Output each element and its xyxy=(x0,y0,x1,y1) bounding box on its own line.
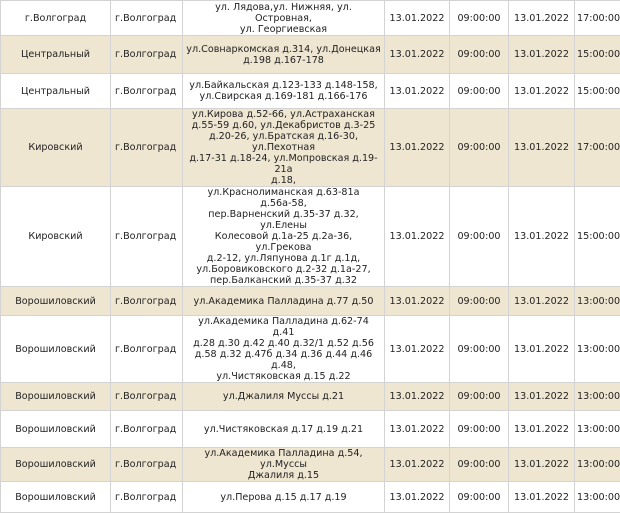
district-cell: Ворошиловский xyxy=(1,316,111,383)
city-cell: г.Волгоград xyxy=(111,74,183,109)
end-date-cell: 13.01.2022 xyxy=(509,448,575,482)
end-time-cell: 17:00:00 xyxy=(575,109,620,187)
district-cell: Кировский xyxy=(1,109,111,187)
street-line: д.2-12, ул.Ляпунова д.1г д.1д, xyxy=(186,253,381,264)
streets-cell xyxy=(183,448,385,482)
table-row xyxy=(1,109,620,187)
start-date-cell: 13.01.2022 xyxy=(385,187,450,287)
end-date-cell: 13.01.2022 xyxy=(509,36,575,74)
end-time-cell: 17:00:00 xyxy=(575,1,620,36)
table-row xyxy=(1,482,620,513)
district-cell: Ворошиловский xyxy=(1,411,111,448)
start-date-cell: 13.01.2022 xyxy=(385,448,450,482)
end-time-cell: 13:00:00 xyxy=(575,287,620,316)
street-line: ул.Боровиковского д.2-32 д.1а-27, xyxy=(186,264,381,275)
city-cell: г.Волгоград xyxy=(111,383,183,411)
start-time-cell: 09:00:00 xyxy=(450,448,509,482)
start-date-cell: 13.01.2022 xyxy=(385,482,450,513)
street-line: пер.Балканский д.35-37 д.32 xyxy=(186,275,381,286)
table-row xyxy=(1,316,620,383)
end-date-cell: 13.01.2022 xyxy=(509,1,575,36)
streets-cell xyxy=(183,109,385,187)
city-cell: г.Волгоград xyxy=(111,36,183,74)
street-line: ул.Джалиля Муссы д.21 xyxy=(186,391,381,402)
end-time-cell: 13:00:00 xyxy=(575,448,620,482)
start-time-cell: 09:00:00 xyxy=(450,36,509,74)
table-row xyxy=(1,383,620,411)
start-date-cell: 13.01.2022 xyxy=(385,74,450,109)
end-time-cell: 13:00:00 xyxy=(575,411,620,448)
street-line: ул.Чистяковская д.17 д.19 д.21 xyxy=(186,424,381,435)
table-row xyxy=(1,448,620,482)
table-row xyxy=(1,1,620,36)
street-line: ул. Георгиевская xyxy=(186,24,381,35)
end-time-cell: 15:00:00 xyxy=(575,36,620,74)
district-cell: Ворошиловский xyxy=(1,448,111,482)
street-line: д.20-26, ул.Братская д.16-30, ул.Пехотная xyxy=(186,131,381,153)
street-line: ул.Чистяковская д.15 д.22 xyxy=(186,371,381,382)
streets-cell xyxy=(183,411,385,448)
end-time-cell: 13:00:00 xyxy=(575,383,620,411)
street-line: ул.Байкальская д.123-133 д.148-158, xyxy=(186,80,381,91)
street-line: Джалиля д.15 xyxy=(186,470,381,481)
street-line: ул.Перова д.15 д.17 д.19 xyxy=(186,492,381,503)
table-row xyxy=(1,36,620,74)
start-time-cell: 09:00:00 xyxy=(450,287,509,316)
start-time-cell: 09:00:00 xyxy=(450,109,509,187)
streets-cell xyxy=(183,287,385,316)
table-body xyxy=(1,1,620,513)
end-date-cell: 13.01.2022 xyxy=(509,316,575,383)
end-time-cell: 15:00:00 xyxy=(575,74,620,109)
city-cell: г.Волгоград xyxy=(111,316,183,383)
district-cell: Ворошиловский xyxy=(1,287,111,316)
streets-cell xyxy=(183,383,385,411)
street-line: д.17-31 д.18-24, ул.Мопровская д.19-21а xyxy=(186,153,381,175)
district-cell: Центральный xyxy=(1,74,111,109)
city-cell: г.Волгоград xyxy=(111,109,183,187)
start-time-cell: 09:00:00 xyxy=(450,1,509,36)
street-line: ул.Академика Палладина д.54, ул.Муссы xyxy=(186,448,381,470)
start-date-cell: 13.01.2022 xyxy=(385,411,450,448)
end-time-cell: 15:00:00 xyxy=(575,187,620,287)
start-time-cell: 09:00:00 xyxy=(450,383,509,411)
district-cell: г.Волгоград xyxy=(1,1,111,36)
table-row xyxy=(1,411,620,448)
street-line: ул.Совнаркомская д.314, ул.Донецкая xyxy=(186,44,381,55)
district-cell: Ворошиловский xyxy=(1,482,111,513)
start-time-cell: 09:00:00 xyxy=(450,187,509,287)
start-date-cell: 13.01.2022 xyxy=(385,287,450,316)
street-line: д.198 д.167-178 xyxy=(186,55,381,66)
table-row xyxy=(1,187,620,287)
end-date-cell: 13.01.2022 xyxy=(509,383,575,411)
streets-cell xyxy=(183,316,385,383)
start-time-cell: 09:00:00 xyxy=(450,316,509,383)
end-date-cell: 13.01.2022 xyxy=(509,411,575,448)
streets-cell xyxy=(183,482,385,513)
table-row xyxy=(1,74,620,109)
streets-cell xyxy=(183,36,385,74)
end-date-cell: 13.01.2022 xyxy=(509,187,575,287)
end-time-cell: 13:00:00 xyxy=(575,482,620,513)
end-date-cell: 13.01.2022 xyxy=(509,482,575,513)
street-line: Колесовой д.1а-25 д.2а-36, ул.Грекова xyxy=(186,231,381,253)
start-date-cell: 13.01.2022 xyxy=(385,36,450,74)
start-time-cell: 09:00:00 xyxy=(450,482,509,513)
start-date-cell: 13.01.2022 xyxy=(385,316,450,383)
street-line: д.55-59 д.60, ул.Декабристов д.3-25 xyxy=(186,120,381,131)
end-date-cell: 13.01.2022 xyxy=(509,109,575,187)
end-date-cell: 13.01.2022 xyxy=(509,287,575,316)
street-line: д.18, xyxy=(186,175,381,186)
city-cell: г.Волгоград xyxy=(111,448,183,482)
start-date-cell: 13.01.2022 xyxy=(385,1,450,36)
city-cell: г.Волгоград xyxy=(111,287,183,316)
district-cell: Ворошиловский xyxy=(1,383,111,411)
street-line: пер.Варненский д.35-37 д.32, ул.Елены xyxy=(186,209,381,231)
city-cell: г.Волгоград xyxy=(111,1,183,36)
street-line: ул.Свирская д.169-181 д.166-176 xyxy=(186,91,381,102)
street-line: ул. Лядова,ул. Нижняя, ул. Островная, xyxy=(186,2,381,24)
table-row xyxy=(1,287,620,316)
district-cell: Центральный xyxy=(1,36,111,74)
city-cell: г.Волгоград xyxy=(111,187,183,287)
end-date-cell: 13.01.2022 xyxy=(509,74,575,109)
start-time-cell: 09:00:00 xyxy=(450,411,509,448)
street-line: ул.Академика Палладина д.77 д.50 xyxy=(186,296,381,307)
streets-cell xyxy=(183,74,385,109)
start-time-cell: 09:00:00 xyxy=(450,74,509,109)
end-time-cell: 13:00:00 xyxy=(575,316,620,383)
street-line: ул.Академика Палладина д.62-74 д.41 xyxy=(186,316,381,338)
city-cell: г.Волгоград xyxy=(111,411,183,448)
streets-cell xyxy=(183,187,385,287)
street-line: д.28 д.30 д.42 д.40 д.32/1 д.52 д.56 xyxy=(186,338,381,349)
streets-cell xyxy=(183,1,385,36)
street-line: д.58 д.32 д.47б д.34 д.36 д.44 д.46 д.48, xyxy=(186,349,381,371)
city-cell: г.Волгоград xyxy=(111,482,183,513)
start-date-cell: 13.01.2022 xyxy=(385,383,450,411)
street-line: ул.Краснолиманская д.63-81а д.56а-58, xyxy=(186,187,381,209)
district-cell: Кировский xyxy=(1,187,111,287)
street-line: ул.Кирова д.52-66, ул.Астраханская xyxy=(186,109,381,120)
start-date-cell: 13.01.2022 xyxy=(385,109,450,187)
